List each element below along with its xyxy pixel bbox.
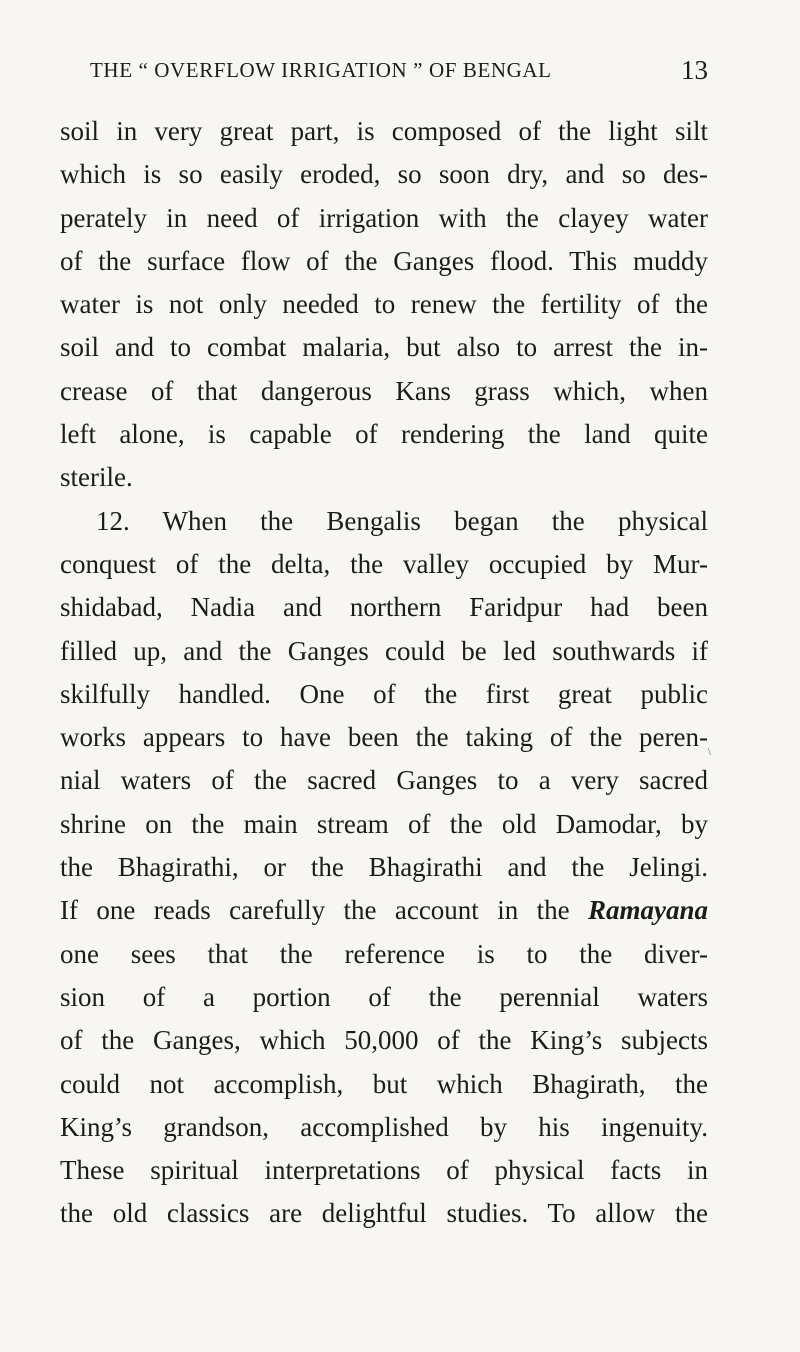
running-head [90,55,708,85]
text-line: nial waters of the sacred Ganges to a very sacred [60,765,708,796]
text-line: sterile. [60,462,133,493]
text-line: filled up, and the Ganges could be led southwards if [60,635,708,666]
text-line: skilfully handled. One of the first great public [60,678,708,709]
text-line: left alone, is capable of rendering the land quite [60,419,708,450]
text-line: shrine on the main stream of the old Damodar, by [60,808,708,839]
text-line: soil in very great part, is composed of the light silt [60,116,708,146]
body-text [60,110,708,1236]
text-line: King’s grandson, accomplished by his ingenuity. [60,1111,708,1142]
text-line: of the surface flow of the Ganges flood. This muddy [60,245,708,276]
text-line: the Bhagirathi, or the Bhagirathi and the Jelingi. [60,852,708,883]
italic-title: Ramayana [588,895,709,926]
text-line: These spiritual interpretations of physical facts in [60,1155,708,1186]
text-line: which is so easily eroded, so soon dry, and so des- [60,159,708,190]
text-line: conquest of the delta, the valley occupied by Mur- [60,548,708,579]
text-line: the old classics are delightful studies. To allow the [60,1198,708,1229]
text-line: could not accomplish, but which Bhagirath, the [60,1068,708,1099]
page-number: 13 [681,55,708,85]
text-line: sion of a portion of the perennial waters [60,981,708,1012]
text-line-with-italic [60,889,708,932]
running-title: THE “ OVERFLOW IRRIGATION ” OF BENGAL [90,58,552,82]
text-line: perately in need of irrigation with the clayey water [60,202,708,233]
text-line-lead: If one reads carefully the account in the [60,895,570,926]
text-line: of the Ganges, which 50,000 of the King’s subjects [60,1025,708,1056]
text-line: soil and to combat malaria, but also to arrest the in- [60,332,708,363]
text-line: crease of that dangerous Kans grass which, when [60,375,708,406]
stray-print-mark: \ [708,747,711,758]
text-line: works appears to have been the taking of the peren- [60,722,708,753]
text-line: water is not only needed to renew the fertility of the [60,289,708,320]
text-line: one sees that the reference is to the diver- [60,938,708,969]
paragraph-12-start: 12. When the Bengalis began the physical [96,505,708,536]
text-line: shidabad, Nadia and northern Faridpur had been [60,592,708,623]
